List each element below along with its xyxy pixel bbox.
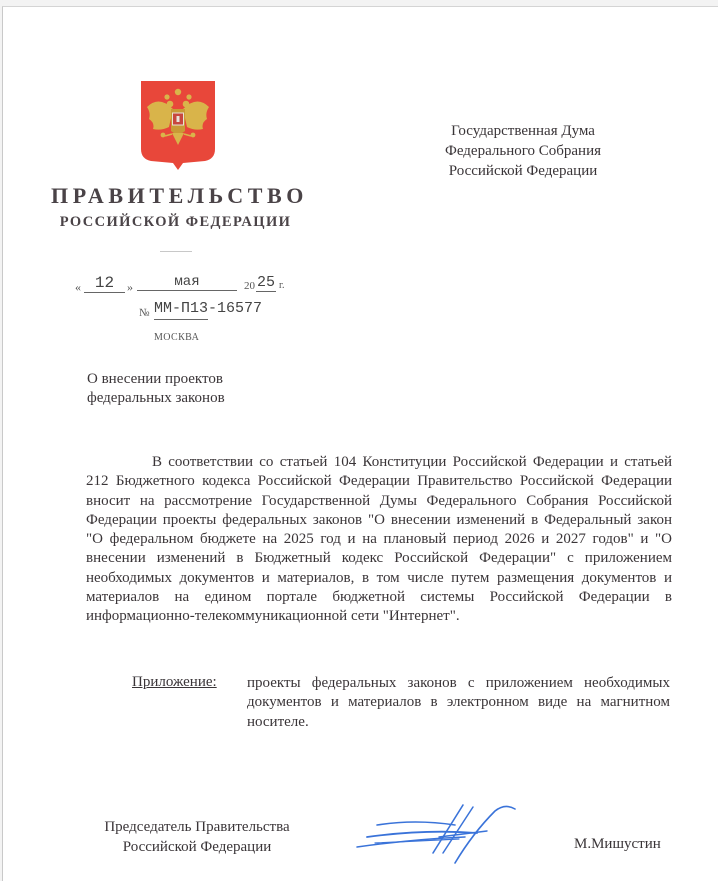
attachment-text: проекты федеральных законов с приложением необходимых документов и материалов в электронном виде на магнитном носителе. [247, 675, 670, 730]
letterhead-divider [160, 251, 192, 252]
body-paragraph: В соответствии со статьей 104 Конституции Российской Федерации и статьей 212 Бюджетного кодекса Российской Федерации Правительство Российской Федерации вносит на рассмотрение Государственной Думы Федерального Собрания Российской Федерации проекты федеральных законов "О внесении изменений в Федеральный закон "О федеральном бюджете на 2025 год и на плановый период 2026 и 2027 годов" и "О внесении изменений в Бюджетный кодекс Российской Федерации" с приложением необходимых документов и материалов, в том числе путем размещения документов и материалов на едином портале бюджетной системы Российской Федерации в информационно-телекоммуникационной сети "Интернет". [86, 454, 672, 625]
subject-line: федеральных законов [87, 390, 225, 406]
signatory-title-line: Председатель Правительства [104, 819, 290, 835]
subject-line: О внесении проектов [87, 371, 223, 387]
date-month: мая [137, 274, 237, 291]
registration-number: ММ-П13-16577 [154, 300, 263, 317]
city: МОСКВА [154, 332, 200, 343]
document-page [2, 6, 718, 881]
addressee-line: Российской Федерации [448, 163, 598, 179]
addressee-line: Государственная Дума [451, 123, 595, 139]
year-unit: г. [279, 280, 285, 291]
number-label: № [139, 307, 150, 319]
date-day: 12 [84, 274, 125, 293]
addressee-line: Федерального Собрания [444, 143, 602, 159]
signatory-title [87, 817, 307, 857]
number-underline [154, 319, 208, 320]
quote-close: » [127, 280, 133, 294]
letterhead-subtitle: РОССИЙСКОЙ ФЕДЕРАЦИИ [59, 214, 292, 230]
signatory-title-line: Российской Федерации [122, 839, 272, 855]
year-suffix: 25 [256, 274, 275, 291]
letterhead-title: ПРАВИТЕЛЬСТВО [50, 183, 308, 208]
attachment-label: Приложение: [132, 674, 217, 690]
letter-subject [87, 370, 225, 408]
quote-open: « [75, 280, 81, 294]
signatory-name: М.Мишустин [574, 836, 661, 852]
addressee [423, 121, 623, 181]
handwritten-signature-icon [355, 803, 525, 868]
year-prefix: 20 [244, 280, 255, 292]
letter-body [86, 453, 672, 627]
coat-of-arms-icon [139, 79, 217, 171]
